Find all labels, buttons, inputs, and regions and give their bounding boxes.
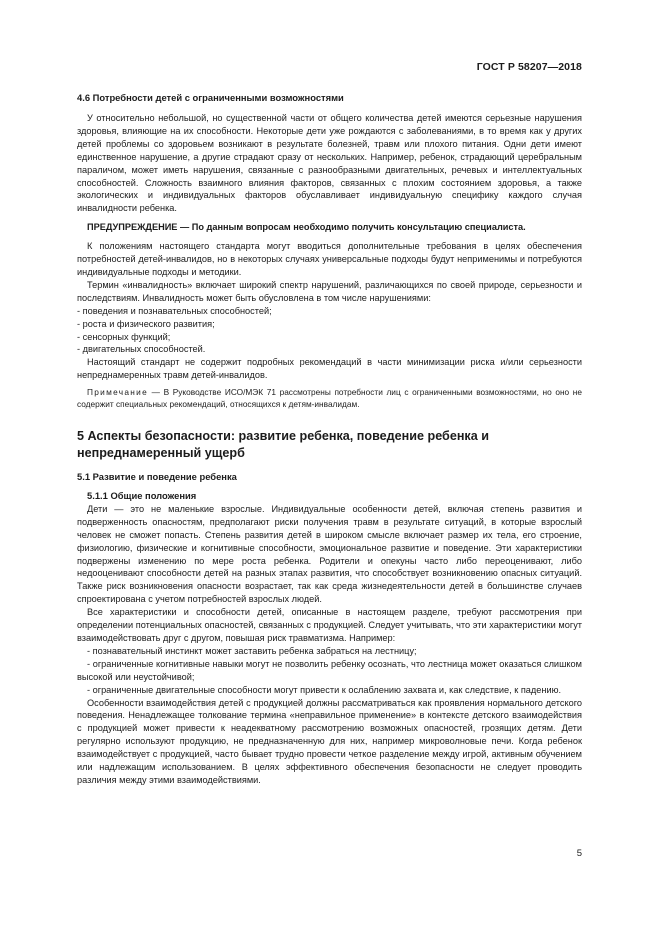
standard-code: ГОСТ Р 58207—2018 bbox=[476, 61, 582, 73]
list-item: - сенсорных функций; bbox=[77, 331, 171, 342]
section-5-1-heading: 5.1 Развитие и поведение ребенка bbox=[77, 471, 237, 483]
section-5-paragraph-3: Особенности взаимодействия детей с продукцией должны рассматриваться как проявления нормального детского поведения. Ненадлежащее толкование термина «неправильное применение» в контексте детского взаимодействия с продукцией может привести к неадекватному рассмотрению возможных опасностей, грозящих детям. Дети регулярно используют продукцию, не предназначенную для них, например микроволновые печи. Когда ребенок взаимодействует с продукцией, часто бывает трудно провести четкое разделение между игрой, активным обучением или надлежащим использованием. В целях эффективного обеспечения безопасности не следует проводить различия между этими взаимодействиями. bbox=[77, 697, 582, 785]
section-5-paragraph-1: Дети — это не маленькие взрослые. Индивидуальные особенности детей, включая степень развития и подверженность опасностям, предполагают риски получения травм в результате ситуаций, в которые взрослый человек не сможет попасть. Степень развития детей в широком смысле включает размер их тела, его строение, физиологию, физические и когнитивные способности, эмоциональное развитие и поведение. Эти характеристики подвержены изменению по мере роста ребенка. Родители и опекуны часто либо переоценивают, либо недооценивают способности детей на разных этапах развития, что способствует возникновению опасных ситуаций. Также риск возникновения опасности возрастает, так как среда жизнедеятельности детей в большинстве случаев спроектирована с учетом потребностей взрослых людей. bbox=[77, 503, 582, 605]
list-item: - ограниченные двигательные способности могут привести к ослаблению захвата и, как следствие, к падению. bbox=[87, 684, 562, 695]
section-4-6-paragraph-1: У относительно небольшой, но существенной части от общего количества детей имеются серьезные нарушения здоровья, влияющие на их способности. Некоторые дети уже рождаются с заболеваниями, в то время как у других детей проблемы со здоровьем возникают в результате болезней, травм или плохого питания. Одни дети имеют единственное нарушение, а другие страдают сразу от нескольких. Например, ребенок, страдающий церебральным параличом, может иметь нарушения, связанные с разнообразными двигательных, речевых и интеллектуальных способностей. Сложность взаимного влияния факторов, связанных с плохим состоянием здоровья, а также экологических и индивидуальных факторов обуславливает индивидуальную специфику каждого случая инвалидности ребенка. bbox=[77, 113, 582, 214]
interaction-list bbox=[77, 645, 582, 697]
section-4-6-paragraph-2: К положениям настоящего стандарта могут вводиться дополнительные требования в целях обеспечения потребностей детей-инвалидов, но в некоторых случаях универсальные подходы будут неприменимы и потребуются индивидуальные подходы и методики. bbox=[77, 241, 582, 277]
document-body bbox=[77, 92, 582, 787]
page-number: 5 bbox=[576, 848, 582, 859]
note bbox=[77, 386, 582, 410]
section-4-6-paragraph-4: Настоящий стандарт не содержит подробных рекомендаций в части минимизации риска и/или серьезности непреднамеренных травм детей-инвалидов. bbox=[77, 357, 582, 381]
list-item: - роста и физического развития; bbox=[77, 318, 215, 329]
section-4-6-heading: 4.6 Потребности детей с ограниченными возможностями bbox=[77, 92, 344, 103]
section-5-paragraph-2: Все характеристики и способности детей, описанные в настоящем разделе, требуют рассмотрения при определении потенциальных опасностей, связанных с продукцией. Следует учитывать, что эти характеристики могут взаимодействовать друг с другом, повышая риск травматизма. Например: bbox=[77, 607, 582, 643]
section-4-6-paragraph-3: Термин «инвалидность» включает широкий спектр нарушений, различающихся по своей природе, серьезности и последствиям. Инвалидность может быть обусловлена в том числе нарушениями: bbox=[77, 279, 582, 303]
list-item: - ограниченные когнитивные навыки могут не позволить ребенку осознать, что лестница может оказаться слишком высокой или неустойчивой; bbox=[77, 658, 582, 682]
list-item: - познавательный инстинкт может заставить ребенка забраться на лестницу; bbox=[87, 645, 417, 656]
list-item: - двигательных способностей. bbox=[77, 344, 206, 355]
warning-paragraph: ПРЕДУПРЕЖДЕНИЕ — По данным вопросам необходимо получить консультацию специалиста. bbox=[87, 222, 526, 233]
section-5-heading: 5 Аспекты безопасности: развитие ребенка, поведение ребенка и непреднамеренный ущерб bbox=[77, 429, 489, 460]
section-5-1-1-heading: 5.1.1 Общие положения bbox=[87, 490, 197, 502]
disability-list bbox=[77, 305, 582, 357]
note-text: — В Руководстве ИСО/МЭК 71 рассмотрены потребности лиц с ограниченными возможностями, но оно не содержит специальных рекомендаций, относящихся к детям-инвалидам. bbox=[77, 387, 582, 410]
note-label: Примечание bbox=[87, 387, 149, 398]
list-item: - поведения и познавательных способностей; bbox=[77, 305, 272, 316]
